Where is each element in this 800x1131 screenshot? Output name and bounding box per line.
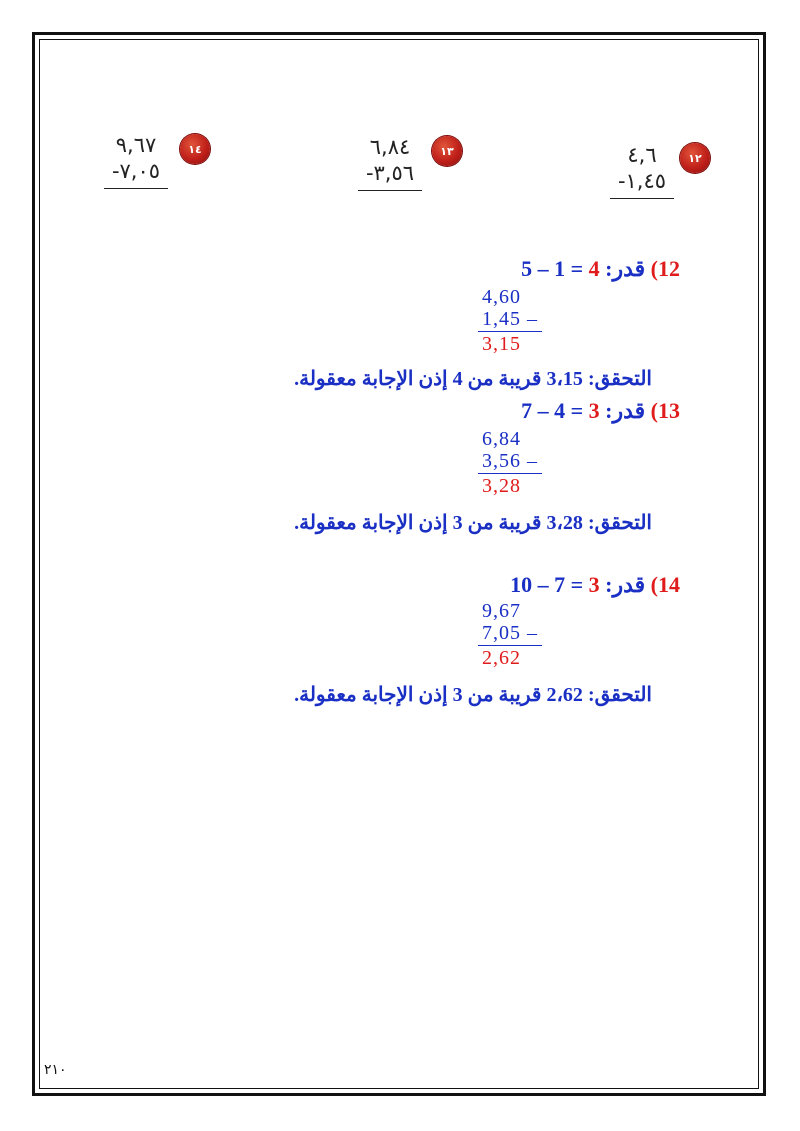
result-rule [478, 645, 542, 646]
exercise-top-number: ٦,٨٤ [369, 135, 411, 159]
exercise-top-number: ٩,٦٧ [115, 133, 157, 157]
estimate-expression: 7 – 4 = [521, 398, 584, 423]
header-exercise-14 [104, 132, 168, 189]
estimate-expression: 5 – 1 = [521, 256, 584, 281]
difference-result: 2,62 [482, 647, 521, 669]
exercise-bottom-number: ٣,٥٦- [365, 161, 415, 185]
exercise-bottom-number: ١,٤٥- [617, 169, 667, 193]
estimate-value: 4 [588, 256, 600, 281]
exercise-underline [104, 188, 168, 189]
estimate-expression-group [510, 572, 600, 597]
solution-number: 14) [650, 572, 680, 597]
subtrahend: 1,45 – [482, 308, 538, 330]
solution-number: 12) [650, 256, 680, 281]
estimate-expression: 10 – 7 = [510, 572, 584, 597]
subtrahend: 7,05 – [482, 622, 538, 644]
exercise-number-badge-13: ١٣ [432, 136, 462, 166]
result-rule [478, 331, 542, 332]
estimate-expression-group [521, 256, 600, 281]
difference-result: 3,28 [482, 475, 521, 497]
difference-result: 3,15 [482, 333, 521, 355]
exercise-underline [610, 198, 674, 199]
solution-14-check: التحقق: 2،62 قريبة من 3 إذن الإجابة معقولة. [294, 684, 652, 706]
solution-13-check: التحقق: 3،28 قريبة من 3 إذن الإجابة معقولة. [294, 512, 652, 534]
estimate-value: 3 [588, 572, 600, 597]
solution-number: 13) [650, 398, 680, 423]
exercise-bottom-number: ٧,٠٥- [111, 159, 161, 183]
page-number: ٢١٠ [44, 1062, 67, 1078]
estimate-label: قدر: [605, 256, 646, 281]
solution-13-heading [521, 398, 680, 424]
minuend: 9,67 [482, 600, 521, 622]
estimate-label: قدر: [605, 572, 646, 597]
estimate-value: 3 [588, 398, 600, 423]
solution-14-heading [510, 572, 680, 598]
header-exercise-13 [358, 134, 422, 191]
header-exercise-12 [610, 142, 674, 199]
result-rule [478, 473, 542, 474]
subtrahend: 3,56 – [482, 450, 538, 472]
exercise-number-badge-14: ١٤ [180, 134, 210, 164]
solution-13-calculation [478, 428, 542, 497]
minuend: 4,60 [482, 286, 521, 308]
exercise-top-number: ٤,٦ [627, 143, 657, 167]
solution-12-check: التحقق: 3،15 قريبة من 4 إذن الإجابة معقولة. [294, 368, 652, 390]
estimate-expression-group [521, 398, 600, 423]
estimate-label: قدر: [605, 398, 646, 423]
minuend: 6,84 [482, 428, 521, 450]
exercise-number-badge-12: ١٢ [680, 143, 710, 173]
solution-12-calculation [478, 286, 542, 355]
exercise-underline [358, 190, 422, 191]
solution-12-heading [521, 256, 680, 282]
solution-14-calculation [478, 600, 542, 669]
